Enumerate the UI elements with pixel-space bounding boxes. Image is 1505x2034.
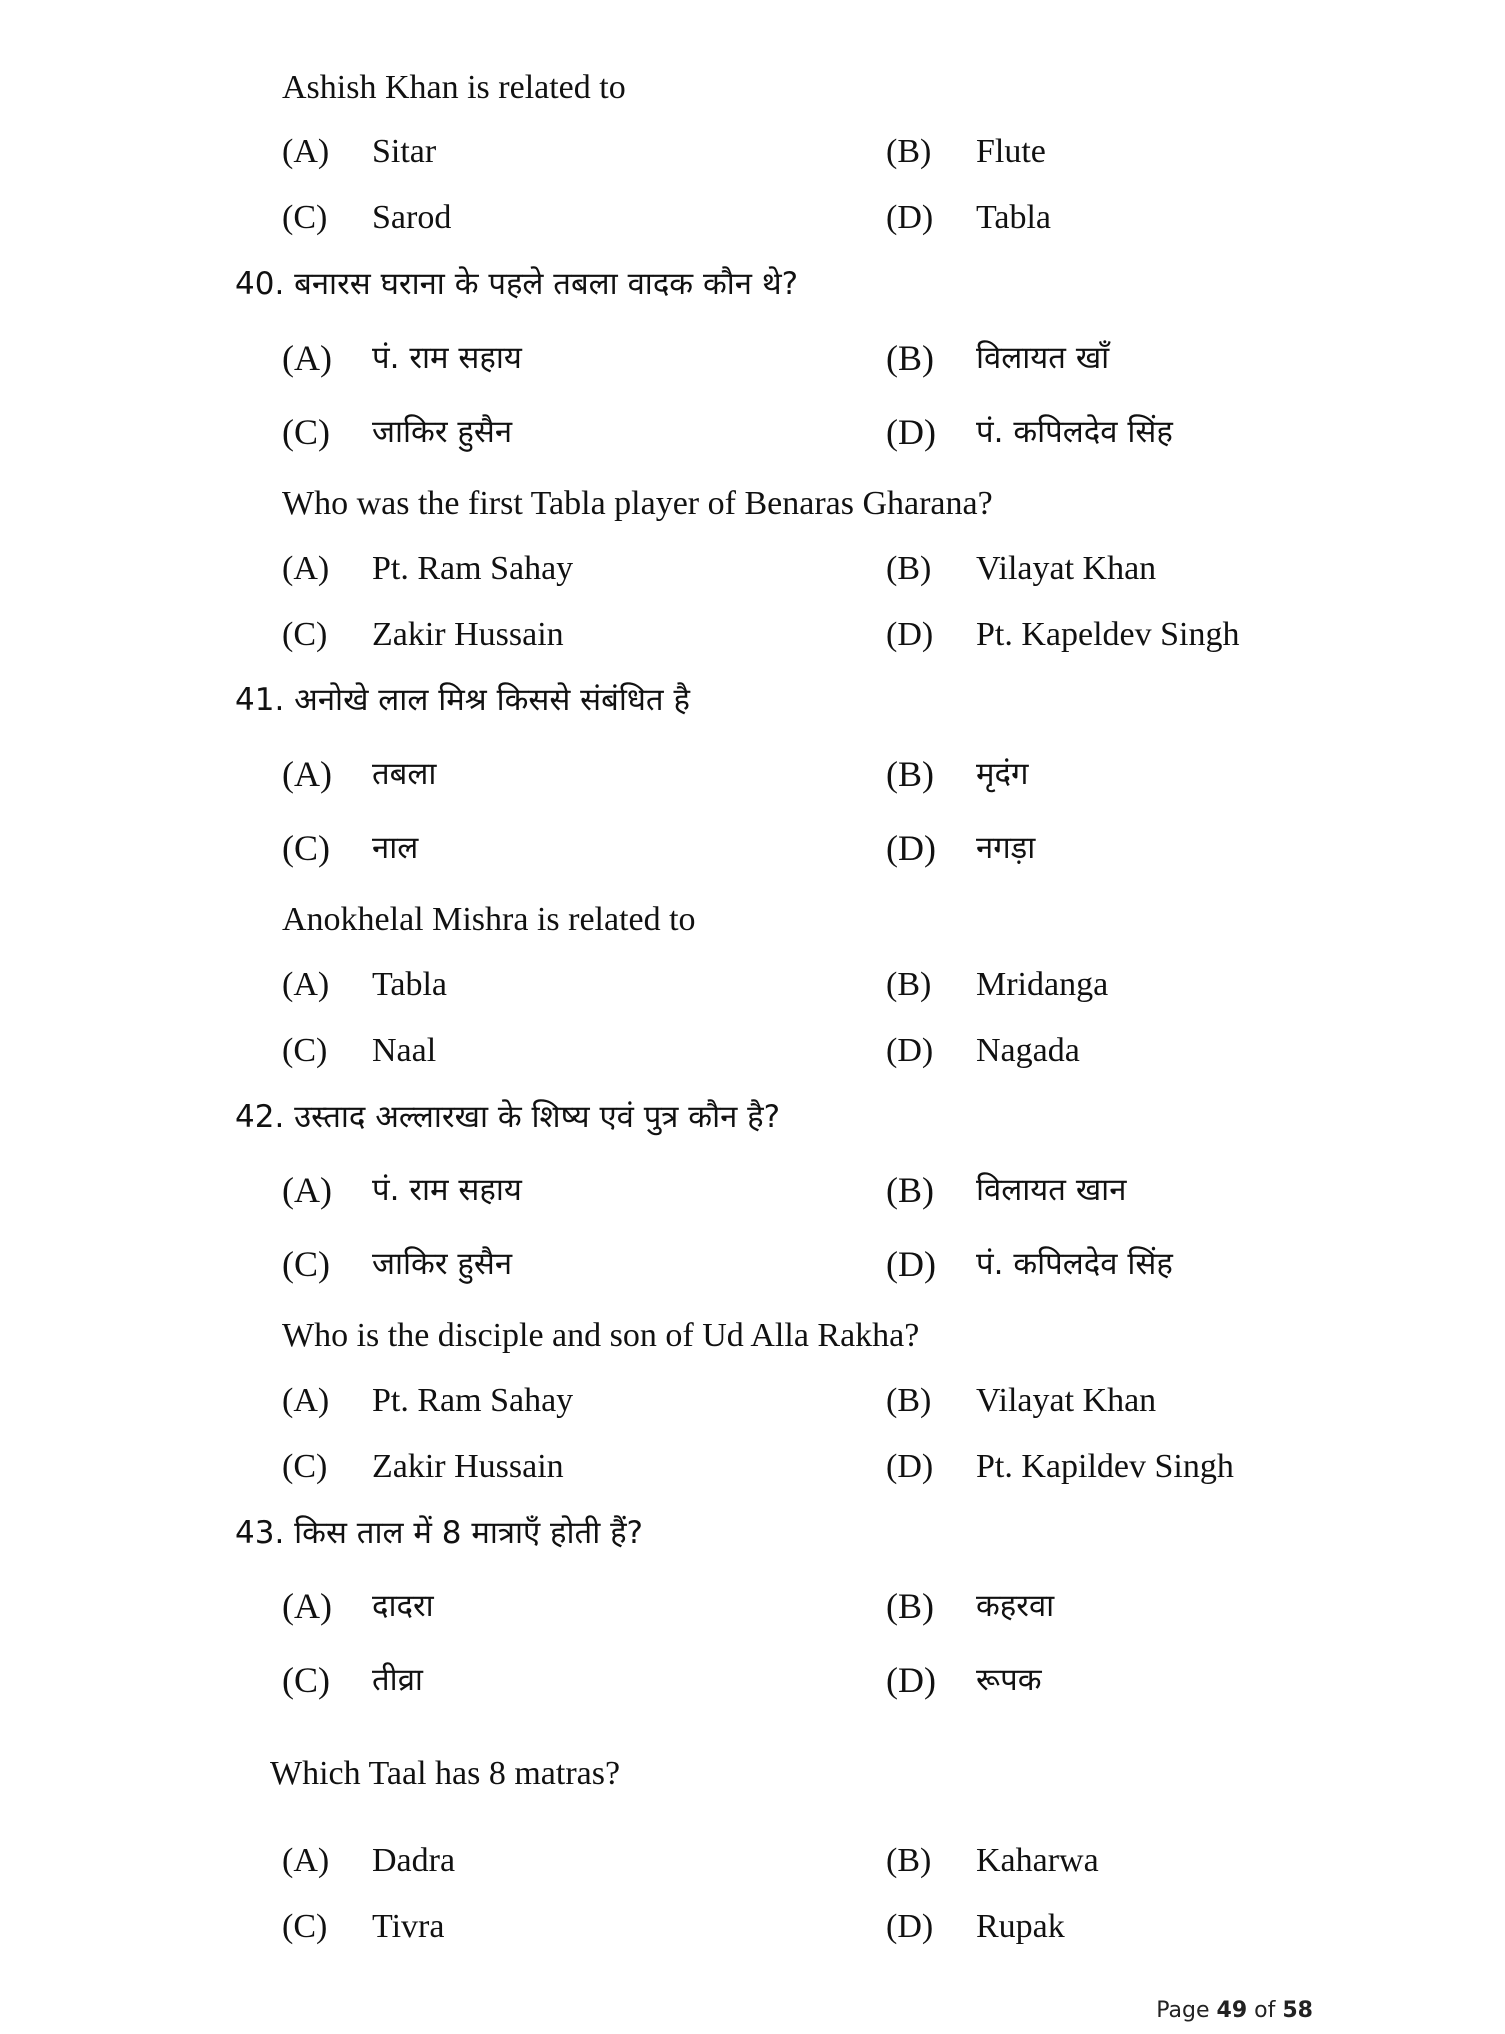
option-text: दादरा bbox=[372, 1588, 434, 1624]
option-text: नाल bbox=[372, 830, 419, 866]
option-text: Pt. Ram Sahay bbox=[372, 1382, 574, 1419]
option-label: (A) bbox=[282, 1842, 330, 1879]
option-d bbox=[886, 615, 1239, 655]
option-a bbox=[282, 965, 447, 1005]
option-label: (B) bbox=[886, 1382, 932, 1419]
option-label: (C) bbox=[282, 1244, 330, 1284]
option-text: तीव्रा bbox=[372, 1662, 423, 1698]
option-b bbox=[886, 338, 1109, 378]
option-label: (C) bbox=[282, 412, 330, 452]
option-text: Tivra bbox=[372, 1908, 445, 1945]
option-label: (B) bbox=[886, 1170, 934, 1210]
option-label: (D) bbox=[886, 1908, 934, 1945]
option-text: विलायत खान bbox=[976, 1172, 1127, 1208]
option-a bbox=[282, 1586, 434, 1626]
option-a bbox=[282, 1841, 455, 1881]
option-label: (D) bbox=[886, 199, 934, 236]
option-label: (A) bbox=[282, 338, 332, 378]
option-text: Mridanga bbox=[976, 966, 1109, 1003]
option-text: Zakir Hussain bbox=[372, 1448, 564, 1485]
option-text: पं. राम सहाय bbox=[372, 1172, 522, 1208]
option-text: Tabla bbox=[372, 966, 448, 1003]
option-text: मृदंग bbox=[976, 756, 1029, 792]
option-text: पं. कपिलदेव सिंह bbox=[976, 1246, 1173, 1282]
option-d bbox=[886, 828, 1035, 868]
option-b bbox=[886, 1170, 1126, 1210]
option-text: Flute bbox=[976, 133, 1046, 170]
option-text: Nagada bbox=[976, 1032, 1080, 1069]
option-d bbox=[886, 412, 1173, 452]
question-42-hindi: 42. उस्ताद अल्लारखा के शिष्य एवं पुत्र कौन है? bbox=[235, 1099, 781, 1135]
option-label: (C) bbox=[282, 1660, 330, 1700]
option-label: (B) bbox=[886, 338, 934, 378]
option-d bbox=[886, 1447, 1234, 1487]
option-label: (C) bbox=[282, 1032, 328, 1069]
option-text: जाकिर हुसैन bbox=[372, 414, 513, 450]
option-label: (A) bbox=[282, 1170, 332, 1210]
option-label: (D) bbox=[886, 1244, 936, 1284]
option-text: Kaharwa bbox=[976, 1842, 1099, 1879]
question-40-hindi: 40. बनारस घराना के पहले तबला वादक कौन थे? bbox=[235, 266, 799, 302]
option-text: Sitar bbox=[372, 133, 437, 170]
option-label: (B) bbox=[886, 1842, 932, 1879]
option-text: कहरवा bbox=[976, 1588, 1055, 1624]
option-text: Rupak bbox=[976, 1908, 1065, 1945]
option-b bbox=[886, 132, 1046, 172]
question-43-english: Which Taal has 8 matras? bbox=[270, 1755, 621, 1792]
option-c bbox=[282, 615, 564, 655]
option-text: पं. राम सहाय bbox=[372, 340, 522, 376]
option-label: (B) bbox=[886, 1586, 934, 1626]
option-c bbox=[282, 1031, 436, 1071]
option-d bbox=[886, 1660, 1042, 1700]
option-text: जाकिर हुसैन bbox=[372, 1246, 513, 1282]
option-label: (A) bbox=[282, 1382, 330, 1419]
option-a bbox=[282, 338, 522, 378]
option-label: (D) bbox=[886, 1032, 934, 1069]
option-label: (C) bbox=[282, 1448, 328, 1485]
page-number-prefix: Page bbox=[1156, 1998, 1210, 2023]
question-41-hindi: 41. अनोखे लाल मिश्र किससे संबंधित है bbox=[235, 682, 690, 718]
option-label: (C) bbox=[282, 199, 328, 236]
option-b bbox=[886, 1841, 1099, 1881]
option-b bbox=[886, 549, 1156, 589]
option-a bbox=[282, 754, 436, 794]
option-label: (B) bbox=[886, 754, 934, 794]
option-label: (A) bbox=[282, 754, 332, 794]
option-label: (B) bbox=[886, 133, 932, 170]
question-43-hindi: 43. किस ताल में 8 मात्राएँ होती हैं? bbox=[235, 1515, 644, 1551]
option-c bbox=[282, 412, 512, 452]
option-label: (D) bbox=[886, 828, 936, 868]
option-label: (A) bbox=[282, 1586, 332, 1626]
option-text: Tabla bbox=[976, 199, 1052, 236]
page-number bbox=[1156, 1998, 1313, 2023]
question-42-english: Who is the disciple and son of Ud Alla Rakha? bbox=[282, 1317, 920, 1354]
page-number-of: of bbox=[1254, 1998, 1276, 2023]
option-label: (D) bbox=[886, 412, 936, 452]
option-a bbox=[282, 1381, 573, 1421]
option-d bbox=[886, 1031, 1080, 1071]
option-text: रूपक bbox=[976, 1662, 1042, 1698]
option-text: Zakir Hussain bbox=[372, 616, 564, 653]
option-a bbox=[282, 1170, 522, 1210]
option-text: Pt. Kapildev Singh bbox=[976, 1448, 1234, 1485]
option-label: (D) bbox=[886, 1660, 936, 1700]
option-label: (B) bbox=[886, 966, 932, 1003]
option-d bbox=[886, 1244, 1173, 1284]
option-c bbox=[282, 1447, 564, 1487]
option-text: पं. कपिलदेव सिंह bbox=[976, 414, 1173, 450]
option-label: (B) bbox=[886, 550, 932, 587]
option-text: Pt. Ram Sahay bbox=[372, 550, 574, 587]
option-label: (C) bbox=[282, 616, 328, 653]
option-label: (D) bbox=[886, 1448, 934, 1485]
question-text: Ashish Khan is related to bbox=[282, 69, 626, 106]
option-label: (A) bbox=[282, 966, 330, 1003]
option-b bbox=[886, 1586, 1054, 1626]
option-c bbox=[282, 1244, 512, 1284]
question-40-english: Who was the first Tabla player of Benaras Gharana? bbox=[282, 485, 993, 522]
option-text: Vilayat Khan bbox=[976, 550, 1157, 587]
option-text: Sarod bbox=[372, 199, 452, 236]
option-text: नगड़ा bbox=[976, 830, 1036, 866]
option-a bbox=[282, 132, 436, 172]
option-b bbox=[886, 1381, 1156, 1421]
option-label: (C) bbox=[282, 828, 330, 868]
option-a bbox=[282, 549, 573, 589]
option-c bbox=[282, 198, 451, 238]
option-text: Vilayat Khan bbox=[976, 1382, 1157, 1419]
option-label: (A) bbox=[282, 550, 330, 587]
option-c bbox=[282, 1907, 444, 1947]
option-b bbox=[886, 754, 1028, 794]
option-d bbox=[886, 198, 1051, 238]
option-label: (D) bbox=[886, 616, 934, 653]
option-label: (C) bbox=[282, 1908, 328, 1945]
option-c bbox=[282, 1660, 423, 1700]
option-text: Dadra bbox=[372, 1842, 456, 1879]
option-text: Naal bbox=[372, 1032, 437, 1069]
option-c bbox=[282, 828, 418, 868]
question-41-english: Anokhelal Mishra is related to bbox=[282, 901, 696, 938]
option-text: विलायत खाँ bbox=[976, 340, 1110, 376]
option-b bbox=[886, 965, 1108, 1005]
option-d bbox=[886, 1907, 1065, 1947]
page-number-current: 49 bbox=[1216, 1998, 1248, 2023]
option-text: Pt. Kapeldev Singh bbox=[976, 616, 1240, 653]
option-label: (A) bbox=[282, 133, 330, 170]
page-number-total: 58 bbox=[1282, 1998, 1313, 2023]
option-text: तबला bbox=[372, 756, 437, 792]
